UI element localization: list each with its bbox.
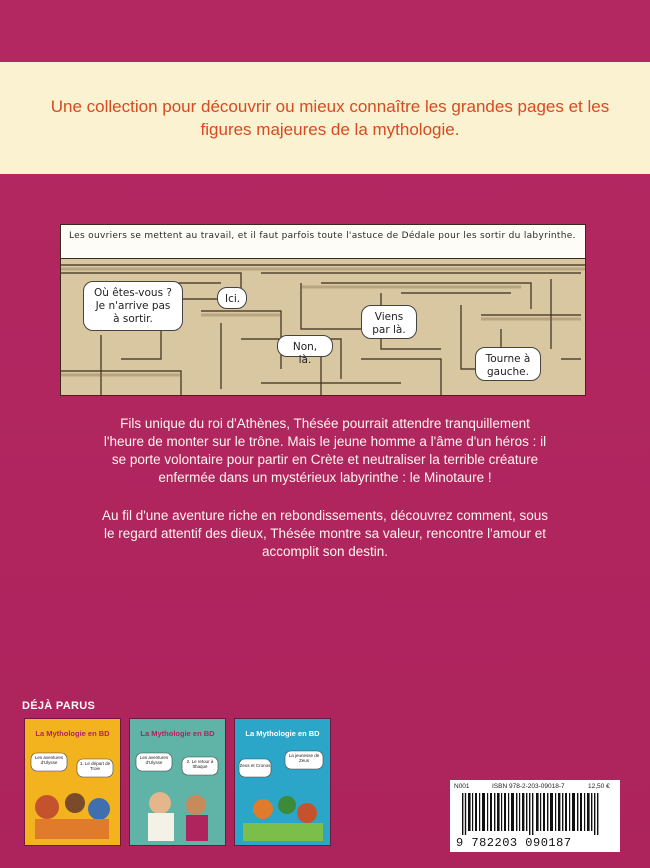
speech-bubble-ici: Ici.	[217, 287, 247, 309]
collection-tagline: Une collection pour découvrir ou mieux connaître les grandes pages et les figures majeures de la mythologie.	[50, 97, 610, 139]
product-code: N001	[454, 783, 470, 790]
book-cover-3	[234, 718, 331, 846]
barcode-icon	[462, 793, 612, 835]
deja-parus-label: DÉJÀ PARUS	[22, 700, 96, 712]
price-text: 12,50 €	[588, 783, 610, 790]
speech-bubble-tourne: Tourne à gauche.	[475, 347, 541, 381]
book-series-title: La Mythologie en BD	[35, 729, 110, 738]
book-bubble-1: Zeus et Cronos	[239, 763, 271, 768]
book-bubble-2: 1. Le départ de Troie	[79, 761, 111, 771]
synopsis-paragraph-2: Au fil d'une aventure riche en rebondissements, découvrez comment, sous le regard attentif des dieux, Thésée montre sa valeur, rencontre l'amour et accomplit son destin.	[101, 508, 549, 559]
book-bubble-2: 2. Le retour à Ithaque	[186, 759, 214, 769]
book-bubble-1: Les aventures d'Ulysse	[34, 755, 64, 765]
book-cover-2	[129, 718, 226, 846]
barcode-area	[450, 780, 620, 852]
comic-caption: Les ouvriers se mettent au travail, et il faut parfois toute l'astuce de Dédale pour les sortir du labyrinthe.	[61, 225, 585, 259]
comic-panel	[60, 224, 586, 396]
synopsis-paragraph-1: Fils unique du roi d'Athènes, Thésée pourrait attendre tranquillement l'heure de monter sur le trône. Mais le jeune homme a l'âme d'un héros : il se porte volontaire pour partir en Crète et neutraliser la terrible créature enfermée dans un mystérieux labyrinthe : le Minotaure !	[103, 416, 547, 485]
speech-bubble-non-la: Non, là.	[277, 335, 333, 357]
book-bubble-1: Les aventures d'Ulysse	[139, 755, 169, 765]
isbn-text: ISBN 978-2-203-09018-7	[492, 783, 565, 790]
book-series-title: La Mythologie en BD	[245, 729, 320, 738]
speech-bubble-viens: Viens par là.	[361, 305, 417, 339]
barcode-number: 9 782203 090187	[456, 836, 572, 850]
book-bubble-2: La jeunesse de Zeus	[288, 753, 320, 763]
book-series-title: La Mythologie en BD	[140, 729, 215, 738]
speech-bubble-ou-etes-vous: Où êtes-vous ? Je n'arrive pas à sortir.	[83, 281, 183, 331]
book-cover-1	[24, 718, 121, 846]
